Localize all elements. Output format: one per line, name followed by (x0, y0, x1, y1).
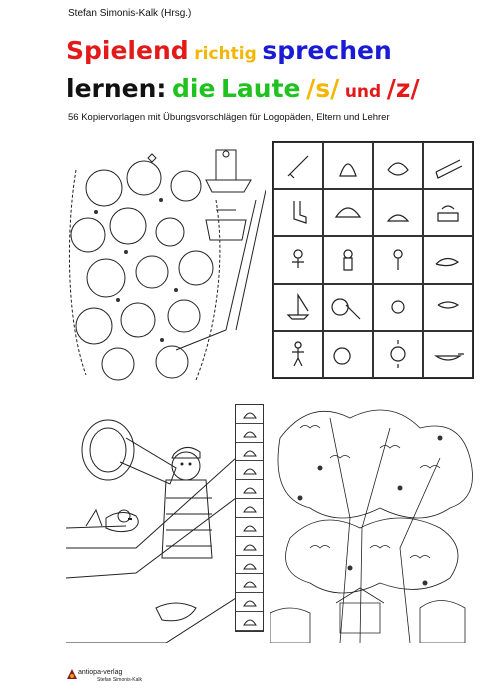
title-word: lernen: (66, 74, 167, 103)
ship-and-tree-maze-icon (66, 140, 266, 385)
tree-icon (236, 443, 263, 462)
sack-icon (323, 142, 373, 189)
title-word: /s/ (306, 74, 340, 103)
bag-icon (236, 537, 263, 556)
picture-strip-icon (235, 404, 264, 632)
title-word: Laute (220, 74, 301, 103)
pan-icon (423, 331, 473, 378)
bird-icon (236, 405, 263, 424)
publisher-logo-icon (66, 668, 78, 680)
publisher-label: antiopa-verlag (78, 669, 123, 676)
title-word: sprechen (262, 36, 392, 65)
author-name: Stefan Simonis-Kalk (Hrsg.) (68, 8, 192, 19)
box-icon (236, 499, 263, 518)
cup-icon (236, 556, 263, 575)
sausage-icon (423, 284, 473, 331)
sieve-icon (323, 284, 373, 331)
boy-icon (373, 236, 423, 283)
title-word: die (171, 74, 216, 103)
necklace-icon (323, 331, 373, 378)
salad-icon (373, 142, 423, 189)
title-line-1 (66, 36, 392, 65)
forest-hidden-objects-icon (270, 398, 475, 643)
pirate-icon (323, 236, 373, 283)
fish-icon (236, 461, 263, 480)
sword-icon (273, 142, 323, 189)
publisher-subline: Stefan Simonis-Kalk (97, 677, 143, 683)
sun-icon (373, 284, 423, 331)
sailor-with-telescope-icon (66, 398, 236, 643)
title-line-2 (66, 74, 420, 103)
superhero-icon (273, 331, 323, 378)
pile-icon (373, 189, 423, 236)
title-word: und (344, 82, 382, 102)
picture-grid-icon (272, 141, 474, 379)
sailboat-icon (273, 284, 323, 331)
lamp-icon (236, 574, 263, 593)
hedgehog-icon (323, 189, 373, 236)
title-word: richtig (194, 44, 257, 64)
cake-icon (423, 189, 473, 236)
leaf-icon (236, 424, 263, 443)
ball-icon (236, 480, 263, 499)
star-icon (236, 612, 263, 631)
publisher-name (78, 669, 142, 683)
title-word: Spielend (66, 36, 189, 65)
title-word: /z/ (386, 74, 420, 103)
seal-icon (423, 236, 473, 283)
sock-icon (273, 189, 323, 236)
sunflower-icon (373, 331, 423, 378)
singer-icon (273, 236, 323, 283)
saw-icon (423, 142, 473, 189)
house-icon (236, 593, 263, 612)
book-icon (236, 518, 263, 537)
subtitle: 56 Kopiervorlagen mit Übungsvorschlägen für Logopäden, Eltern und Lehrer (68, 112, 390, 123)
